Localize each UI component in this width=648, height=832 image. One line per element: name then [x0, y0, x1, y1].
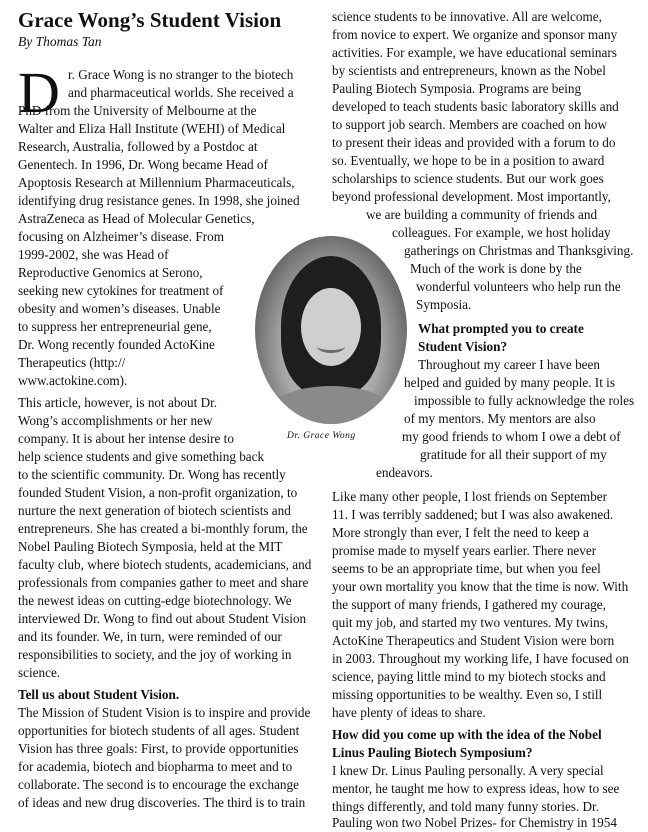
right-column-line: Pauling won two Nobel Prizes- for Chemistry in 1954	[332, 815, 617, 830]
left-column-line: responsibilities to society, and the joy of working in	[18, 647, 292, 662]
left-column-line: focusing on Alzheimer’s disease. From	[18, 229, 224, 244]
article-title: Grace Wong’s Student Vision	[18, 8, 282, 32]
right-column-line: Pauling Biotech Symposia. Programs are being	[332, 81, 582, 96]
drop-cap: D	[18, 60, 60, 125]
right-column-line: activities. For example, we have educational seminars	[332, 45, 617, 60]
left-column-line: entrepreneurs. She has created a bi-monthly forum, the	[18, 521, 308, 536]
right-column-line: ActoKine Therapeutics and Student Vision were born	[332, 633, 615, 648]
right-column-line: in 2003. Throughout my working life, I have focused on	[332, 651, 629, 666]
right-column-line: colleagues. For example, we host holiday	[392, 225, 611, 240]
right-column-line: 11. I was terribly saddened; but I was also awakened.	[332, 507, 614, 522]
left-column-line: Dr. Wong recently founded ActoKine	[18, 337, 215, 352]
left-column-line: r. Grace Wong is no stranger to the biotech	[68, 67, 294, 82]
left-column-line: identifying drug resistance genes. In 1998, she joined	[18, 193, 300, 208]
left-column-line: for academia, biotech and biopharma to meet and to	[18, 759, 293, 774]
right-column-line: impossible to fully acknowledge the roles	[414, 393, 635, 408]
left-column-line: Research, Australia, followed by a Postdoc at	[18, 139, 258, 154]
right-column-line: the support of many friends, I gathered my courage,	[332, 597, 606, 612]
left-column-line: nurture the next generation of biotech scientists and	[18, 503, 291, 518]
left-column-line: seeking new cytokines for treatment of	[18, 283, 224, 298]
right-column-line: missing opportunities to be wealthy. Even so, I still	[332, 687, 603, 702]
right-column-line: seems to be an appropriate time, but when you feel	[332, 561, 601, 576]
left-column-line: Genentech. In 1996, Dr. Wong became Head of	[18, 157, 268, 172]
left-column-line: Apoptosis Research at Millennium Pharmaceuticals,	[18, 175, 295, 190]
left-column-line: Reproductive Genomics at Serono,	[18, 265, 203, 280]
right-column-line: to support job search. Members are coached on how	[332, 117, 608, 132]
right-column-line: things differently, and told many funny stories. Dr.	[332, 799, 600, 814]
portrait-smile	[317, 340, 345, 353]
right-column-line: More strongly than ever, I felt the need to keep a	[332, 525, 589, 540]
left-column-line: Walter and Eliza Hall Institute (WEHI) of Medical	[18, 121, 286, 136]
left-column-line: This article, however, is not about Dr.	[18, 395, 218, 410]
right-column-line: science students to be innovative. All are welcome,	[332, 9, 602, 24]
right-column-line: Student Vision?	[418, 339, 508, 354]
left-column-line: company. It is about her intense desire to	[18, 431, 234, 446]
right-column-line: gatherings on Christmas and Thanksgiving.	[404, 243, 634, 258]
portrait-shoulders	[265, 386, 397, 424]
right-column-line: Throughout my career I have been	[418, 357, 600, 372]
right-column-line: of my mentors. My mentors are also	[404, 411, 596, 426]
right-column-line: quit my job, and started my two ventures. My twins,	[332, 615, 609, 630]
right-column-line: so. Eventually, we hope to be in a position to award	[332, 153, 605, 168]
left-column-line: interviewed Dr. Wong to find out about Student Vision	[18, 611, 307, 626]
left-column-line: Nobel Pauling Biotech Symposia, held at the MIT	[18, 539, 283, 554]
photo-caption: Dr. Grace Wong	[287, 431, 356, 441]
left-column-line: collaborate. The second is to encourage the exchange	[18, 777, 299, 792]
left-column-line: science.	[18, 665, 61, 680]
left-column-line: the newest ideas on cutting-edge biotechnology. We	[18, 593, 292, 608]
left-column-line: obesity and women’s diseases. Unable	[18, 301, 221, 316]
left-column-line: Tell us about Student Vision.	[18, 687, 180, 702]
right-column-line: by scientists and entrepreneurs, known as the Nobel	[332, 63, 606, 78]
right-column-line: we are building a community of friends and	[366, 207, 598, 222]
right-column-line: have plenty of ideas to share.	[332, 705, 486, 720]
left-column-line: founded Student Vision, a non-profit organization, to	[18, 485, 298, 500]
right-column-line: science, paying little mind to my biotech stocks and	[332, 669, 606, 684]
right-column-line: Symposia.	[416, 297, 472, 312]
right-column-line: from novice to expert. We organize and sponsor many	[332, 27, 618, 42]
left-column-line: of ideas and new drug discoveries. The third is to train	[18, 795, 306, 810]
right-column-line: How did you come up with the idea of the Nobel	[332, 727, 602, 742]
right-column-line: Linus Pauling Biotech Symposium?	[332, 745, 533, 760]
left-column-line: and its founder. We, in turn, were reminded of our	[18, 629, 282, 644]
right-column-line: beyond professional development. Most importantly,	[332, 189, 611, 204]
left-column-line: to the scientific community. Dr. Wong has recently	[18, 467, 286, 482]
left-column-line: faculty club, where biotech students, academicians, and	[18, 557, 312, 572]
right-column-line: What prompted you to create	[418, 321, 584, 336]
left-column-line: 1999-2002, she was Head of	[18, 247, 169, 262]
left-column-line: Vision has three goals: First, to provide opportunities	[18, 741, 299, 756]
right-column-line: promise made to myself years earlier. There never	[332, 543, 597, 558]
left-column-line: to suppress her entrepreneurial gene,	[18, 319, 212, 334]
left-column-line: Therapeutics (http://	[18, 355, 126, 370]
right-column-line: to present their ideas and provided with a forum to do	[332, 135, 616, 150]
right-column-line: wonderful volunteers who help run the	[416, 279, 621, 294]
left-column-line: help science students and give something back	[18, 449, 265, 464]
right-column-line: Like many other people, I lost friends on September	[332, 489, 608, 504]
right-column-line: I knew Dr. Linus Pauling personally. A very special	[332, 763, 604, 778]
left-column-line: www.actokine.com).	[18, 373, 128, 388]
right-column-line: gratitude for all their support of my	[420, 447, 607, 462]
left-column-line: professionals from companies gather to meet and share	[18, 575, 309, 590]
article-byline: By Thomas Tan	[18, 34, 102, 49]
left-column-line: The Mission of Student Vision is to inspire and provide	[18, 705, 311, 720]
right-column-line: developed to teach students basic laboratory skills and	[332, 99, 619, 114]
left-column-line: opportunities for biotech students of all ages. Student	[18, 723, 300, 738]
right-column-line: your own mortality you know that the time is now. With	[332, 579, 629, 594]
right-column-line: my good friends to whom I owe a debt of	[402, 429, 621, 444]
portrait-photo	[255, 236, 407, 424]
right-column-line: mentor, he taught me how to express ideas, how to see	[332, 781, 620, 796]
left-column-line: Wong’s accomplishments or her new	[18, 413, 213, 428]
left-column-line: and pharmaceutical worlds. She received a	[68, 85, 294, 100]
portrait-face	[301, 288, 361, 366]
left-column-line: PhD from the University of Melbourne at the	[18, 103, 257, 118]
right-column-line: helped and guided by many people. It is	[404, 375, 615, 390]
right-column-line: Much of the work is done by the	[410, 261, 582, 276]
right-column-line: endeavors.	[376, 465, 433, 480]
left-column-line: AstraZeneca as Head of Molecular Genetics,	[18, 211, 255, 226]
right-column-line: scholarships to science students. But our work goes	[332, 171, 604, 186]
